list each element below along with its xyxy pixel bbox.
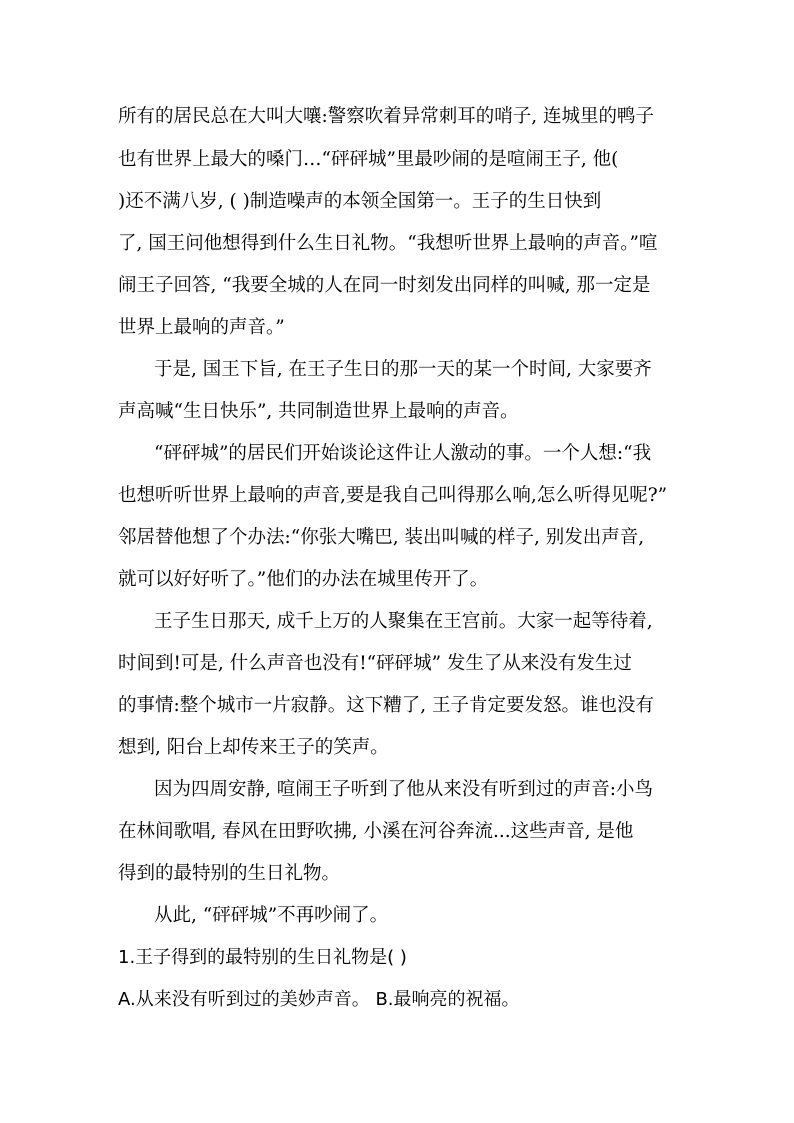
paragraph-5-line-2: 在林间歌唱, 春风在田野吹拂, 小溪在河谷奔流...这些声音, 是他 [118, 821, 634, 842]
question-1-stem: 1.王子得到的最特别的生日礼物是( ) [118, 947, 407, 968]
paragraph-1-line-1: 所有的居民总在大叫大嚷:警察吹着异常刺耳的哨子, 连城里的鸭子 [118, 106, 654, 127]
question-1-options: A.从来没有听到过的美妙声音。 B.最响亮的祝福。 [118, 989, 520, 1010]
paragraph-5-line-1: 因为四周安静, 喧闹王子听到了他从来没有听到过的声音:小鸟 [154, 779, 653, 800]
paragraph-6-line-1: 从此, “砰砰城”不再吵闹了。 [154, 905, 389, 926]
paragraph-4-line-2: 时间到!可是, 什么声音也没有!“砰砰城” 发生了从来没有发生过 [118, 653, 632, 674]
paragraph-2-line-2: 声高喊“生日快乐”, 共同制造世界上最响的声音。 [118, 401, 519, 422]
paragraph-3-line-4: 就可以好好听了。”他们的办法在城里传开了。 [118, 569, 489, 590]
paragraph-3-line-2: 也想听听世界上最响的声音,要是我自己叫得那么响,怎么听得见呢?” [118, 485, 668, 506]
paragraph-1-line-6: 世界上最响的声音。” [118, 317, 285, 338]
paragraph-4-line-4: 想到, 阳台上却传来王子的笑声。 [118, 737, 389, 758]
paragraph-3-line-1: “砰砰城”的居民们开始谈论这件让人激动的事。一个人想:“我 [154, 443, 652, 464]
paragraph-1-line-3: )还不满八岁, ( )制造噪声的本领全国第一。王子的生日快到 [118, 191, 602, 212]
paragraph-1-line-2: 也有世界上最大的嗓门…“砰砰城”里最吵闹的是喧闹王子, 他( [118, 149, 619, 170]
paragraph-3-line-3: 邻居替他想了个办法:“你张大嘴巴, 装出叫喊的样子, 别发出声音, [118, 527, 645, 548]
paragraph-1-line-5: 闹王子回答, “我要全城的人在同一时刻发出同样的叫喊, 那一定是 [118, 275, 651, 296]
paragraph-4-line-3: 的事情:整个城市一片寂静。这下糟了, 王子肯定要发怒。谁也没有 [118, 695, 654, 716]
paragraph-1-line-4: 了, 国王问他想得到什么生日礼物。“我想听世界上最响的声音。”喧 [118, 233, 658, 254]
paragraph-2-line-1: 于是, 国王下旨, 在王子生日的那一天的某一个时间, 大家要齐 [154, 359, 652, 380]
paragraph-4-line-1: 王子生日那天, 成千上万的人聚集在王宫前。大家一起等待着, [154, 611, 653, 632]
paragraph-5-line-3: 得到的最特别的生日礼物。 [118, 863, 341, 884]
